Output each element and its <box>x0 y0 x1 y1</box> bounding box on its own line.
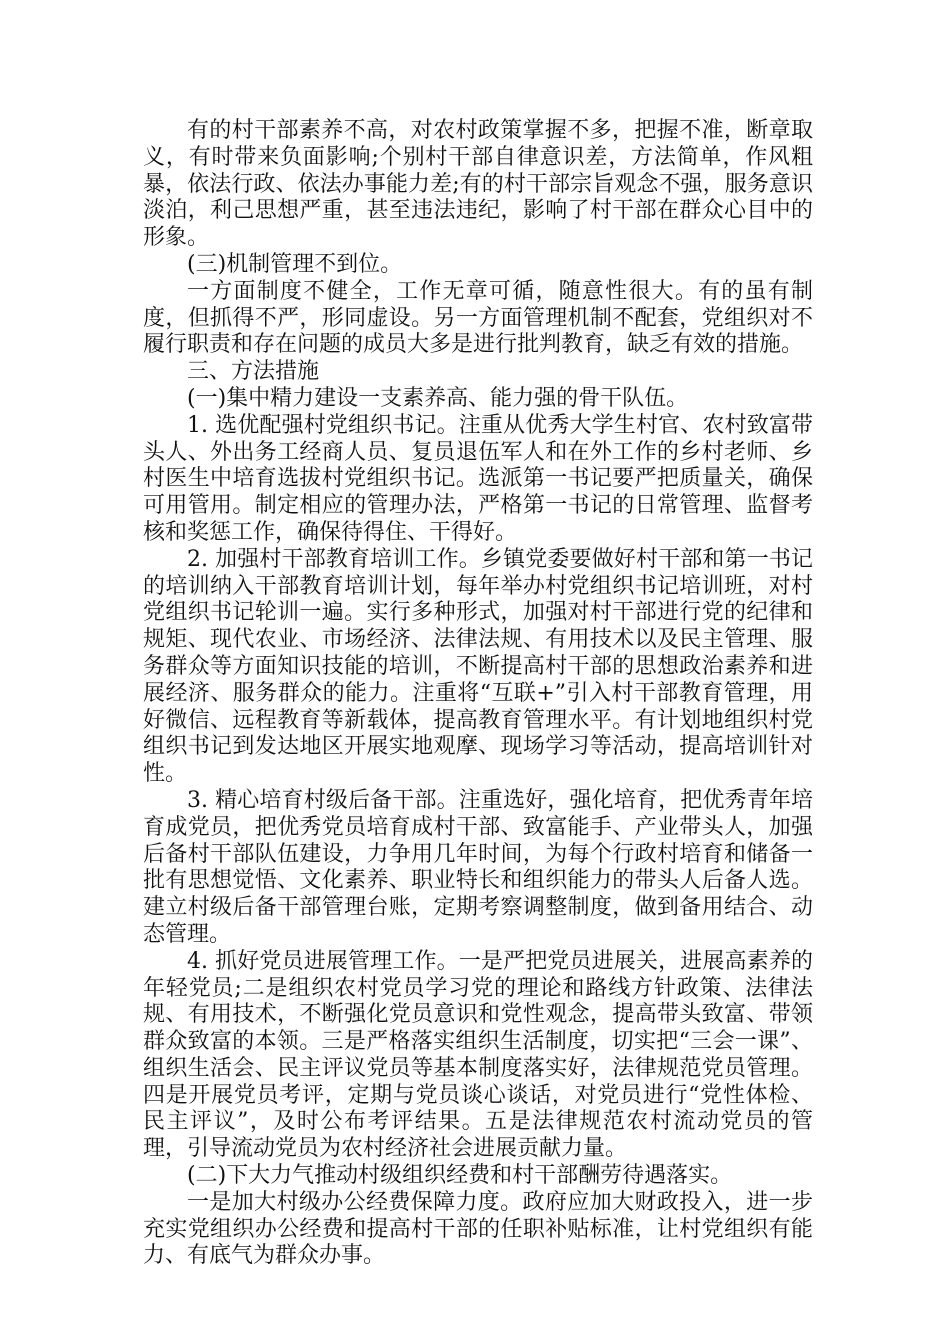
document-body <box>143 118 813 1270</box>
subheading-mechanism: (三)机制管理不到位。 <box>187 251 403 277</box>
paragraph-item-3: 3. 精心培育村级后备干部。注重选好，强化培育，把优秀青年培育成党员，把优秀党员培育成村干部、致富能手、产业带头人，加强后备村干部队伍建设，力争用几年时间，为每个行政村培育和储备一批有思想觉悟、文化素养、职业特长和组织能力的带头人后备人选。建立村级后备干部管理台账，定期考察调整制度，做到备用结合、动态管理。 <box>143 787 813 947</box>
paragraph-funding: 一是加大村级办公经费保障力度。政府应加大财政投入，进一步充实党组织办公经费和提高村干部的任职补贴标准，让村党组织有能力、有底气为群众办事。 <box>143 1189 813 1269</box>
paragraph-cadre-quality: 有的村干部素养不高，对农村政策掌握不多，把握不准，断章取义，有时带来负面影响;个别村干部自律意识差，方法简单，作风粗暴，依法行政、依法办事能力差;有的村干部宗旨观念不强，服务意识淡泊，利己思想严重，甚至违法违纪，影响了村干部在群众心目中的形象。 <box>143 118 813 251</box>
paragraph-item-4: 4. 抓好党员进展管理工作。一是严把党员进展关，进展高素养的年轻党员;二是组织农村党员学习党的理论和路线方针政策、法律法规、有用技术，不断强化党员意识和党性观念，提高带头致富、带领群众致富的本领。三是严格落实组织生活制度，切实把“三会一课”、组织生活会、民主评议党员等基本制度落实好，法律规范党员管理。四是开展党员考评，定期与党员谈心谈话，对党员进行“党性体检、民主评议”，及时公布考评结果。五是法律规范农村流动党员的管理，引导流动党员为农村经济社会进展贡献力量。 <box>143 948 813 1162</box>
section-heading-measures: 三、方法措施 <box>187 359 320 385</box>
subheading-funding: (二)下大力气推动村级组织经费和村干部酬劳待遇落实。 <box>187 1163 733 1189</box>
paragraph-item-1: 1. 选优配强村党组织书记。注重从优秀大学生村官、农村致富带头人、外出务工经商人员、复员退伍军人和在外工作的乡村老师、乡村医生中培育选拔村党组织书记。选派第一书记要严把质量关，确保可用管用。制定相应的管理办法，严格第一书记的日常管理、监督考核和奖惩工作，确保待得住、干得好。 <box>143 412 813 545</box>
paragraph-mechanism: 一方面制度不健全，工作无章可循，随意性很大。有的虽有制度，但抓得不严，形同虚设。另一方面管理机制不配套，党组织对不履行职责和存在问题的成员大多是进行批判教育，缺乏有效的措施。 <box>143 278 813 358</box>
paragraph-item-2: 2. 加强村干部教育培训工作。乡镇党委要做好村干部和第一书记的培训纳入干部教育培训计划，每年举办村党组织书记培训班，对村党组织书记轮训一遍。实行多种形式，加强对村干部进行党的纪律和规矩、现代农业、市场经济、法律法规、有用技术以及民主管理、服务群众等方面知识技能的培训，不断提高村干部的思想政治素养和进展经济、服务群众的能力。注重将“互联+”引入村干部教育管理，用好微信、远程教育等新载体，提高教育管理水平。有计划地组织村党组织书记到发达地区开展实地观摩、现场学习等活动，提高培训针对性。 <box>143 546 813 787</box>
subheading-backbone-team: (一)集中精力建设一支素养高、能力强的骨干队伍。 <box>187 385 689 411</box>
